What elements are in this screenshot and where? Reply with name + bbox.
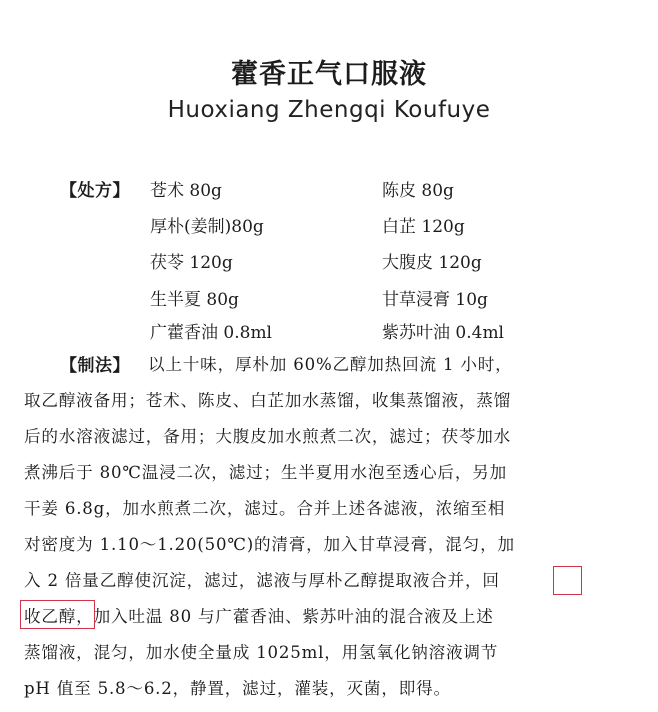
ingredient-right-1: 陈皮 80g bbox=[382, 181, 454, 201]
method-line-4: 干姜 6.8g，加水煎煮二次，滤过。合并上述各滤液，浓缩至相 bbox=[24, 499, 506, 518]
ingredient-left-2: 厚朴(姜制)80g bbox=[150, 217, 264, 237]
method-line-6: 入 2 倍量乙醇使沉淀，滤过，滤液与厚朴乙醇提取液合并，回 bbox=[24, 571, 500, 590]
method-line-3: 煮沸后于 80℃温浸二次，滤过；生半夏用水泡至透心后，另加 bbox=[24, 463, 507, 482]
page-title: 藿香正气口服液 bbox=[231, 59, 427, 90]
method-first-line: 以上十味，厚朴加 60%乙醇加热回流 1 小时， bbox=[148, 355, 513, 374]
method-line-7: 收乙醇，加入吐温 80 与广藿香油、紫苏叶油的混合液及上述 bbox=[24, 607, 494, 626]
method-line-2: 后的水溶液滤过，备用；大腹皮加水煎煮二次，滤过；茯苓加水 bbox=[24, 427, 512, 446]
page-subtitle: Huoxiang Zhengqi Koufuye bbox=[167, 97, 491, 123]
ingredient-right-4: 甘草浸膏 10g bbox=[382, 290, 488, 310]
method-line-8: 蒸馏液，混匀，加水使全量成 1025ml，用氢氧化钠溶液调节 bbox=[24, 643, 499, 662]
method-label: 【制法】 bbox=[60, 356, 130, 376]
prescription-label: 【处方】 bbox=[60, 181, 130, 201]
ingredient-right-3: 大腹皮 120g bbox=[382, 253, 482, 273]
method-line-5: 对密度为 1.10～1.20(50℃)的清膏，加入甘草浸膏，混匀，加 bbox=[24, 535, 515, 554]
ingredient-right-2: 白芷 120g bbox=[382, 217, 465, 237]
method-line-1: 取乙醇液备用；苍术、陈皮、白芷加水蒸馏，收集蒸馏液，蒸馏 bbox=[24, 391, 512, 410]
ingredient-left-4: 生半夏 80g bbox=[150, 290, 239, 310]
ingredient-right-5: 紫苏叶油 0.4ml bbox=[382, 323, 504, 343]
ingredient-left-5: 广藿香油 0.8ml bbox=[150, 323, 272, 343]
ingredient-left-1: 苍术 80g bbox=[150, 181, 222, 201]
ingredient-left-3: 茯苓 120g bbox=[150, 253, 233, 273]
method-line-9: pH 值至 5.8～6.2，静置，滤过，灌装，灭菌，即得。 bbox=[24, 679, 451, 698]
